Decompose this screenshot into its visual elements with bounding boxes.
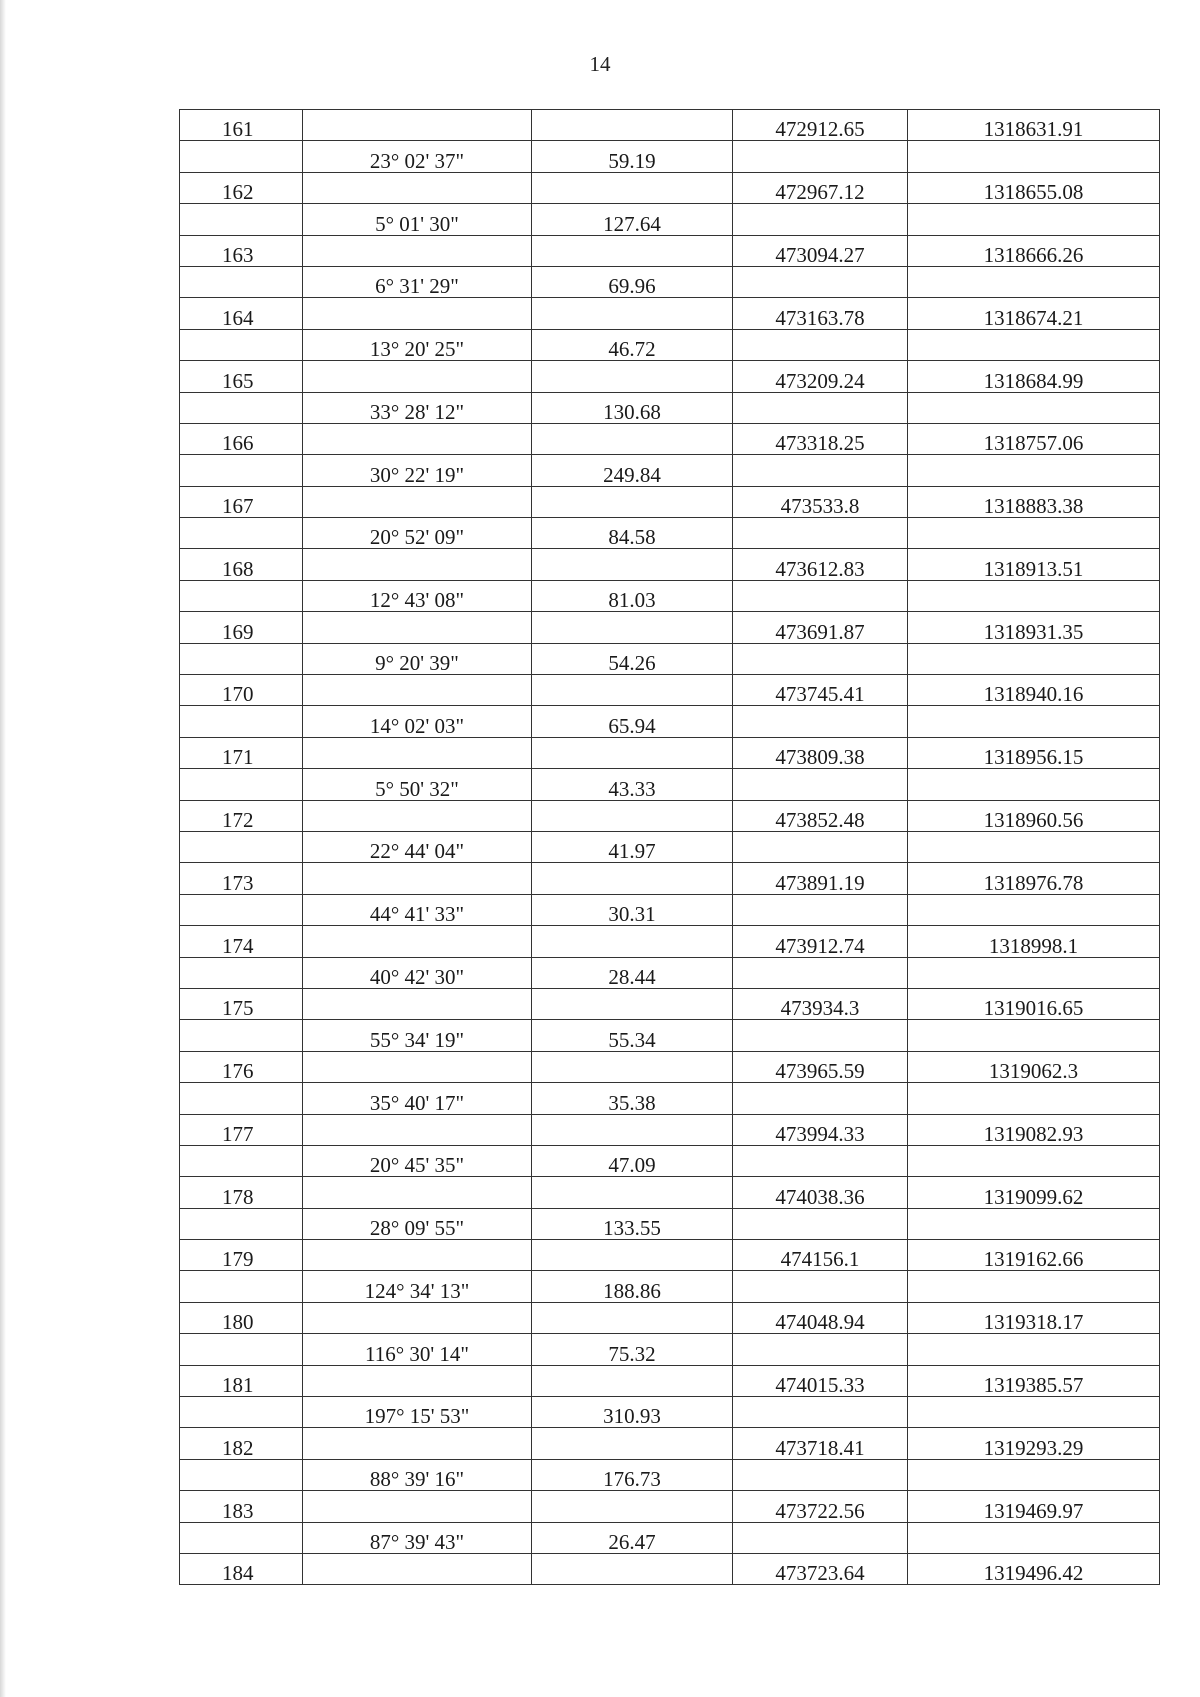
- point-id-cell: 173: [180, 863, 303, 894]
- y-coordinate-cell: 1319099.62: [908, 1177, 1160, 1208]
- y-coordinate-cell: [908, 1083, 1160, 1114]
- distance-cell: 130.68: [532, 392, 733, 423]
- y-coordinate-cell: [908, 1459, 1160, 1490]
- point-row: [180, 1177, 1160, 1208]
- point-row: [180, 988, 1160, 1019]
- distance-cell: [532, 612, 733, 643]
- point-id-cell: [180, 455, 303, 486]
- point-id-cell: 182: [180, 1428, 303, 1459]
- x-coordinate-cell: 473891.19: [733, 863, 908, 894]
- x-coordinate-cell: 473965.59: [733, 1051, 908, 1082]
- y-coordinate-cell: 1318655.08: [908, 172, 1160, 203]
- bearing-cell: [303, 1553, 532, 1584]
- x-coordinate-cell: 474038.36: [733, 1177, 908, 1208]
- page-number: 14: [589, 52, 611, 76]
- point-id-cell: [180, 392, 303, 423]
- y-coordinate-cell: 1318940.16: [908, 675, 1160, 706]
- bearing-cell: 9° 20' 39": [303, 643, 532, 674]
- bearing-cell: [303, 235, 532, 266]
- x-coordinate-cell: [733, 1271, 908, 1302]
- point-id-cell: 162: [180, 172, 303, 203]
- distance-cell: 133.55: [532, 1208, 733, 1239]
- y-coordinate-cell: 1318631.91: [908, 110, 1160, 141]
- x-coordinate-cell: 473934.3: [733, 988, 908, 1019]
- point-id-cell: 166: [180, 423, 303, 454]
- point-id-cell: [180, 706, 303, 737]
- segment-row: [180, 392, 1160, 423]
- segment-row: [180, 266, 1160, 297]
- distance-cell: 127.64: [532, 204, 733, 235]
- x-coordinate-cell: [733, 392, 908, 423]
- x-coordinate-cell: [733, 580, 908, 611]
- bearing-cell: 44° 41' 33": [303, 894, 532, 925]
- y-coordinate-cell: 1318976.78: [908, 863, 1160, 894]
- y-coordinate-cell: [908, 266, 1160, 297]
- x-coordinate-cell: 473612.83: [733, 549, 908, 580]
- bearing-cell: [303, 423, 532, 454]
- y-coordinate-cell: [908, 580, 1160, 611]
- bearing-cell: [303, 1177, 532, 1208]
- y-coordinate-cell: [908, 1020, 1160, 1051]
- point-id-cell: [180, 266, 303, 297]
- y-coordinate-cell: 1318666.26: [908, 235, 1160, 266]
- bearing-cell: [303, 988, 532, 1019]
- distance-cell: 46.72: [532, 329, 733, 360]
- distance-cell: [532, 1365, 733, 1396]
- x-coordinate-cell: [733, 1083, 908, 1114]
- bearing-cell: 12° 43' 08": [303, 580, 532, 611]
- distance-cell: [532, 486, 733, 517]
- y-coordinate-cell: [908, 141, 1160, 172]
- x-coordinate-cell: 472967.12: [733, 172, 908, 203]
- point-id-cell: 164: [180, 298, 303, 329]
- y-coordinate-cell: 1318931.35: [908, 612, 1160, 643]
- distance-cell: 47.09: [532, 1145, 733, 1176]
- bearing-cell: 197° 15' 53": [303, 1397, 532, 1428]
- bearing-cell: [303, 1428, 532, 1459]
- bearing-cell: 14° 02' 03": [303, 706, 532, 737]
- bearing-cell: [303, 1491, 532, 1522]
- y-coordinate-cell: 1319469.97: [908, 1491, 1160, 1522]
- point-row: [180, 1365, 1160, 1396]
- y-coordinate-cell: [908, 894, 1160, 925]
- y-coordinate-cell: 1318684.99: [908, 361, 1160, 392]
- distance-cell: [532, 1240, 733, 1271]
- distance-cell: [532, 110, 733, 141]
- point-id-cell: 165: [180, 361, 303, 392]
- y-coordinate-cell: [908, 957, 1160, 988]
- bearing-cell: 124° 34' 13": [303, 1271, 532, 1302]
- x-coordinate-cell: [733, 894, 908, 925]
- x-coordinate-cell: [733, 1020, 908, 1051]
- segment-row: [180, 204, 1160, 235]
- distance-cell: 28.44: [532, 957, 733, 988]
- distance-cell: [532, 361, 733, 392]
- x-coordinate-cell: [733, 455, 908, 486]
- bearing-cell: 6° 31' 29": [303, 266, 532, 297]
- point-row: [180, 549, 1160, 580]
- x-coordinate-cell: 473209.24: [733, 361, 908, 392]
- bearing-cell: [303, 361, 532, 392]
- point-id-cell: 172: [180, 800, 303, 831]
- bearing-cell: [303, 1114, 532, 1145]
- point-id-cell: [180, 1020, 303, 1051]
- segment-row: [180, 769, 1160, 800]
- y-coordinate-cell: [908, 455, 1160, 486]
- distance-cell: [532, 737, 733, 768]
- segment-row: [180, 1522, 1160, 1553]
- x-coordinate-cell: [733, 1397, 908, 1428]
- segment-row: [180, 141, 1160, 172]
- distance-cell: 69.96: [532, 266, 733, 297]
- distance-cell: 188.86: [532, 1271, 733, 1302]
- segment-row: [180, 1083, 1160, 1114]
- distance-cell: 26.47: [532, 1522, 733, 1553]
- bearing-cell: 23° 02' 37": [303, 141, 532, 172]
- bearing-cell: 88° 39' 16": [303, 1459, 532, 1490]
- x-coordinate-cell: [733, 1208, 908, 1239]
- x-coordinate-cell: 473318.25: [733, 423, 908, 454]
- segment-row: [180, 580, 1160, 611]
- point-row: [180, 926, 1160, 957]
- point-id-cell: 183: [180, 1491, 303, 1522]
- y-coordinate-cell: [908, 1334, 1160, 1365]
- x-coordinate-cell: 473533.8: [733, 486, 908, 517]
- x-coordinate-cell: 473718.41: [733, 1428, 908, 1459]
- segment-row: [180, 455, 1160, 486]
- segment-row: [180, 329, 1160, 360]
- x-coordinate-cell: [733, 329, 908, 360]
- bearing-cell: [303, 1240, 532, 1271]
- distance-cell: [532, 549, 733, 580]
- y-coordinate-cell: 1319318.17: [908, 1302, 1160, 1333]
- segment-row: [180, 1397, 1160, 1428]
- point-row: [180, 863, 1160, 894]
- point-id-cell: 179: [180, 1240, 303, 1271]
- distance-cell: [532, 863, 733, 894]
- y-coordinate-cell: 1319062.3: [908, 1051, 1160, 1082]
- point-row: [180, 612, 1160, 643]
- bearing-cell: 20° 52' 09": [303, 518, 532, 549]
- point-id-cell: 163: [180, 235, 303, 266]
- y-coordinate-cell: 1318998.1: [908, 926, 1160, 957]
- x-coordinate-cell: [733, 831, 908, 862]
- point-row: [180, 737, 1160, 768]
- bearing-cell: 40° 42' 30": [303, 957, 532, 988]
- segment-row: [180, 894, 1160, 925]
- x-coordinate-cell: 473163.78: [733, 298, 908, 329]
- point-id-cell: 180: [180, 1302, 303, 1333]
- point-row: [180, 110, 1160, 141]
- segment-row: [180, 1145, 1160, 1176]
- point-row: [180, 1553, 1160, 1584]
- segment-row: [180, 706, 1160, 737]
- y-coordinate-cell: [908, 518, 1160, 549]
- x-coordinate-cell: [733, 1522, 908, 1553]
- y-coordinate-cell: [908, 1145, 1160, 1176]
- y-coordinate-cell: [908, 204, 1160, 235]
- x-coordinate-cell: [733, 1334, 908, 1365]
- x-coordinate-cell: [733, 518, 908, 549]
- segment-row: [180, 643, 1160, 674]
- distance-cell: [532, 926, 733, 957]
- point-row: [180, 486, 1160, 517]
- distance-cell: 41.97: [532, 831, 733, 862]
- x-coordinate-cell: [733, 769, 908, 800]
- point-id-cell: 171: [180, 737, 303, 768]
- point-id-cell: [180, 1208, 303, 1239]
- segment-row: [180, 1020, 1160, 1051]
- distance-cell: [532, 800, 733, 831]
- point-id-cell: [180, 1145, 303, 1176]
- bearing-cell: [303, 298, 532, 329]
- point-row: [180, 1491, 1160, 1522]
- bearing-cell: [303, 800, 532, 831]
- distance-cell: 55.34: [532, 1020, 733, 1051]
- point-id-cell: 178: [180, 1177, 303, 1208]
- x-coordinate-cell: 472912.65: [733, 110, 908, 141]
- y-coordinate-cell: 1319016.65: [908, 988, 1160, 1019]
- distance-cell: [532, 1553, 733, 1584]
- distance-cell: 176.73: [532, 1459, 733, 1490]
- distance-cell: 310.93: [532, 1397, 733, 1428]
- point-row: [180, 361, 1160, 392]
- y-coordinate-cell: [908, 329, 1160, 360]
- x-coordinate-cell: [733, 1459, 908, 1490]
- x-coordinate-cell: 473691.87: [733, 612, 908, 643]
- distance-cell: [532, 988, 733, 1019]
- x-coordinate-cell: [733, 643, 908, 674]
- point-row: [180, 675, 1160, 706]
- point-id-cell: [180, 957, 303, 988]
- point-row: [180, 1428, 1160, 1459]
- y-coordinate-cell: [908, 769, 1160, 800]
- distance-cell: 84.58: [532, 518, 733, 549]
- y-coordinate-cell: 1319496.42: [908, 1553, 1160, 1584]
- bearing-cell: 33° 28' 12": [303, 392, 532, 423]
- x-coordinate-cell: [733, 957, 908, 988]
- point-id-cell: [180, 769, 303, 800]
- point-id-cell: 168: [180, 549, 303, 580]
- bearing-cell: [303, 1302, 532, 1333]
- point-id-cell: [180, 1522, 303, 1553]
- point-id-cell: [180, 894, 303, 925]
- distance-cell: [532, 1114, 733, 1145]
- survey-coordinates-table: [179, 109, 1160, 1585]
- distance-cell: 54.26: [532, 643, 733, 674]
- point-id-cell: 176: [180, 1051, 303, 1082]
- bearing-cell: 55° 34' 19": [303, 1020, 532, 1051]
- segment-row: [180, 518, 1160, 549]
- distance-cell: [532, 1428, 733, 1459]
- x-coordinate-cell: 474015.33: [733, 1365, 908, 1396]
- point-id-cell: 177: [180, 1114, 303, 1145]
- point-row: [180, 800, 1160, 831]
- x-coordinate-cell: 474048.94: [733, 1302, 908, 1333]
- point-id-cell: [180, 1459, 303, 1490]
- y-coordinate-cell: [908, 1397, 1160, 1428]
- x-coordinate-cell: 473094.27: [733, 235, 908, 266]
- bearing-cell: 13° 20' 25": [303, 329, 532, 360]
- point-id-cell: [180, 329, 303, 360]
- bearing-cell: [303, 1365, 532, 1396]
- x-coordinate-cell: 473994.33: [733, 1114, 908, 1145]
- y-coordinate-cell: 1318913.51: [908, 549, 1160, 580]
- bearing-cell: 5° 01' 30": [303, 204, 532, 235]
- y-coordinate-cell: [908, 1271, 1160, 1302]
- bearing-cell: 5° 50' 32": [303, 769, 532, 800]
- distance-cell: [532, 1177, 733, 1208]
- y-coordinate-cell: 1318956.15: [908, 737, 1160, 768]
- bearing-cell: [303, 549, 532, 580]
- distance-cell: 35.38: [532, 1083, 733, 1114]
- x-coordinate-cell: [733, 1145, 908, 1176]
- bearing-cell: 20° 45' 35": [303, 1145, 532, 1176]
- point-row: [180, 235, 1160, 266]
- bearing-cell: [303, 110, 532, 141]
- distance-cell: 65.94: [532, 706, 733, 737]
- point-id-cell: 175: [180, 988, 303, 1019]
- bearing-cell: [303, 675, 532, 706]
- distance-cell: 81.03: [532, 580, 733, 611]
- distance-cell: 43.33: [532, 769, 733, 800]
- x-coordinate-cell: [733, 204, 908, 235]
- segment-row: [180, 1459, 1160, 1490]
- y-coordinate-cell: [908, 706, 1160, 737]
- distance-cell: 75.32: [532, 1334, 733, 1365]
- x-coordinate-cell: 473852.48: [733, 800, 908, 831]
- point-id-cell: 174: [180, 926, 303, 957]
- y-coordinate-cell: 1318960.56: [908, 800, 1160, 831]
- y-coordinate-cell: 1319162.66: [908, 1240, 1160, 1271]
- point-row: [180, 1114, 1160, 1145]
- point-row: [180, 1240, 1160, 1271]
- distance-cell: [532, 675, 733, 706]
- distance-cell: 249.84: [532, 455, 733, 486]
- point-id-cell: [180, 1083, 303, 1114]
- x-coordinate-cell: [733, 706, 908, 737]
- segment-row: [180, 831, 1160, 862]
- y-coordinate-cell: [908, 831, 1160, 862]
- bearing-cell: 22° 44' 04": [303, 831, 532, 862]
- segment-row: [180, 1271, 1160, 1302]
- segment-row: [180, 957, 1160, 988]
- bearing-cell: 28° 09' 55": [303, 1208, 532, 1239]
- x-coordinate-cell: 473745.41: [733, 675, 908, 706]
- bearing-cell: 35° 40' 17": [303, 1083, 532, 1114]
- y-coordinate-cell: 1319293.29: [908, 1428, 1160, 1459]
- bearing-cell: [303, 172, 532, 203]
- distance-cell: [532, 1051, 733, 1082]
- point-id-cell: [180, 518, 303, 549]
- point-id-cell: [180, 1334, 303, 1365]
- distance-cell: [532, 298, 733, 329]
- point-row: [180, 1302, 1160, 1333]
- point-id-cell: 181: [180, 1365, 303, 1396]
- y-coordinate-cell: [908, 1208, 1160, 1239]
- x-coordinate-cell: 474156.1: [733, 1240, 908, 1271]
- x-coordinate-cell: [733, 266, 908, 297]
- bearing-cell: 30° 22' 19": [303, 455, 532, 486]
- point-id-cell: [180, 580, 303, 611]
- distance-cell: [532, 1491, 733, 1522]
- point-id-cell: [180, 1397, 303, 1428]
- point-id-cell: [180, 831, 303, 862]
- point-id-cell: 170: [180, 675, 303, 706]
- distance-cell: [532, 423, 733, 454]
- y-coordinate-cell: 1318883.38: [908, 486, 1160, 517]
- y-coordinate-cell: 1318757.06: [908, 423, 1160, 454]
- point-id-cell: [180, 141, 303, 172]
- point-id-cell: [180, 1271, 303, 1302]
- point-id-cell: 169: [180, 612, 303, 643]
- bearing-cell: [303, 737, 532, 768]
- scan-edge-shadow: [0, 0, 6, 1697]
- bearing-cell: 87° 39' 43": [303, 1522, 532, 1553]
- distance-cell: 30.31: [532, 894, 733, 925]
- distance-cell: [532, 235, 733, 266]
- y-coordinate-cell: [908, 1522, 1160, 1553]
- bearing-cell: [303, 486, 532, 517]
- point-id-cell: [180, 204, 303, 235]
- point-row: [180, 298, 1160, 329]
- segment-row: [180, 1334, 1160, 1365]
- x-coordinate-cell: 473723.64: [733, 1553, 908, 1584]
- segment-row: [180, 1208, 1160, 1239]
- y-coordinate-cell: 1318674.21: [908, 298, 1160, 329]
- bearing-cell: [303, 926, 532, 957]
- point-id-cell: [180, 643, 303, 674]
- bearing-cell: [303, 1051, 532, 1082]
- point-id-cell: 184: [180, 1553, 303, 1584]
- point-id-cell: 167: [180, 486, 303, 517]
- distance-cell: [532, 1302, 733, 1333]
- bearing-cell: [303, 863, 532, 894]
- y-coordinate-cell: [908, 392, 1160, 423]
- distance-cell: 59.19: [532, 141, 733, 172]
- x-coordinate-cell: 473722.56: [733, 1491, 908, 1522]
- table-body: [180, 110, 1160, 1585]
- bearing-cell: 116° 30' 14": [303, 1334, 532, 1365]
- bearing-cell: [303, 612, 532, 643]
- point-id-cell: 161: [180, 110, 303, 141]
- point-row: [180, 172, 1160, 203]
- y-coordinate-cell: [908, 643, 1160, 674]
- x-coordinate-cell: [733, 141, 908, 172]
- y-coordinate-cell: 1319082.93: [908, 1114, 1160, 1145]
- y-coordinate-cell: 1319385.57: [908, 1365, 1160, 1396]
- x-coordinate-cell: 473809.38: [733, 737, 908, 768]
- point-row: [180, 423, 1160, 454]
- distance-cell: [532, 172, 733, 203]
- point-row: [180, 1051, 1160, 1082]
- x-coordinate-cell: 473912.74: [733, 926, 908, 957]
